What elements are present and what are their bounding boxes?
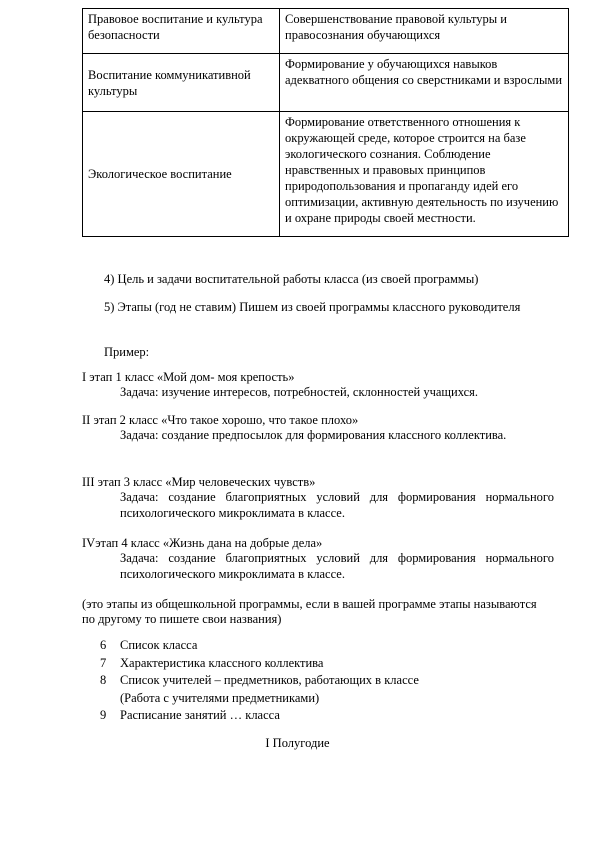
list-subtext: (Работа с учителями предметниками) [120,690,320,705]
stage-block [82,413,554,444]
stage-title: I этап 1 класс «Мой дом- моя крепость» [82,370,295,384]
direction-cell: Экологическое воспитание [83,112,280,237]
direction-cell: Правовое воспитание и культура безопасности [83,9,280,54]
table-row [83,9,569,54]
education-directions-table [82,8,569,237]
list-text: Список класса [120,638,198,652]
list-item [100,672,520,707]
list-item [100,655,520,673]
semester-heading: I Полугодие [265,736,330,750]
list-number: 9 [100,708,107,722]
stage-task: Задача: создание предпосылок для формирования классного коллектива. [120,428,507,443]
item-goals: 4) Цель и задачи воспитательной работы класса (из своей программы) [104,272,479,286]
table-row [83,112,569,237]
list-number: 6 [100,638,107,652]
list-text: Список учителей – предметников, работающих в классе [120,673,419,687]
item-stages: 5) Этапы (год не ставим) Пишем из своей программы классного руководителя [104,300,521,314]
numbered-list [100,637,520,725]
list-number: 7 [100,655,107,670]
example-label: Пример: [104,345,150,359]
stages-note: (это этапы из общешкольной программы, если в вашей программе этапы называются по другому то пишете свои названия) [82,597,537,627]
content-cell: Совершенствование правовой культуры и правосознания обучающихся [280,9,569,54]
list-text: Расписание занятий … класса [120,708,280,722]
direction-cell: Воспитание коммуникативной культуры [83,54,280,112]
list-item [100,637,520,655]
content-cell: Формирование у обучающихся навыков адекватного общения со сверстниками и взрослыми [280,54,569,112]
stage-title: IVэтап 4 класс «Жизнь дана на добрые дела» [82,536,323,550]
stage-task: Задача: изучение интересов, потребностей, склонностей учащихся. [120,385,479,400]
stage-task: Задача: создание благоприятных условий для формирования нормального психологического микроклимата в классе. [120,551,554,581]
list-text: Характеристика классного коллектива [120,655,324,670]
stage-title: III этап 3 класс «Мир человеческих чувств» [82,475,316,489]
list-item [100,707,520,725]
stage-task: Задача: создание благоприятных условий для формирования нормального психологического микроклимата в классе. [120,490,554,520]
stage-block [82,536,554,582]
list-number: 8 [100,673,107,687]
stage-block [82,370,554,401]
stage-title: II этап 2 класс «Что такое хорошо, что такое плохо» [82,413,359,427]
stage-block [82,475,554,521]
content-cell: Формирование ответственного отношения к окружающей среде, которое строится на базе экологического сознания. Соблюдение нравственных и правовых принципов природопользования и пропаганду идей его оптимизации, активную деятельность по изучению и охране природы своей местности. [280,112,569,237]
table-row [83,54,569,112]
